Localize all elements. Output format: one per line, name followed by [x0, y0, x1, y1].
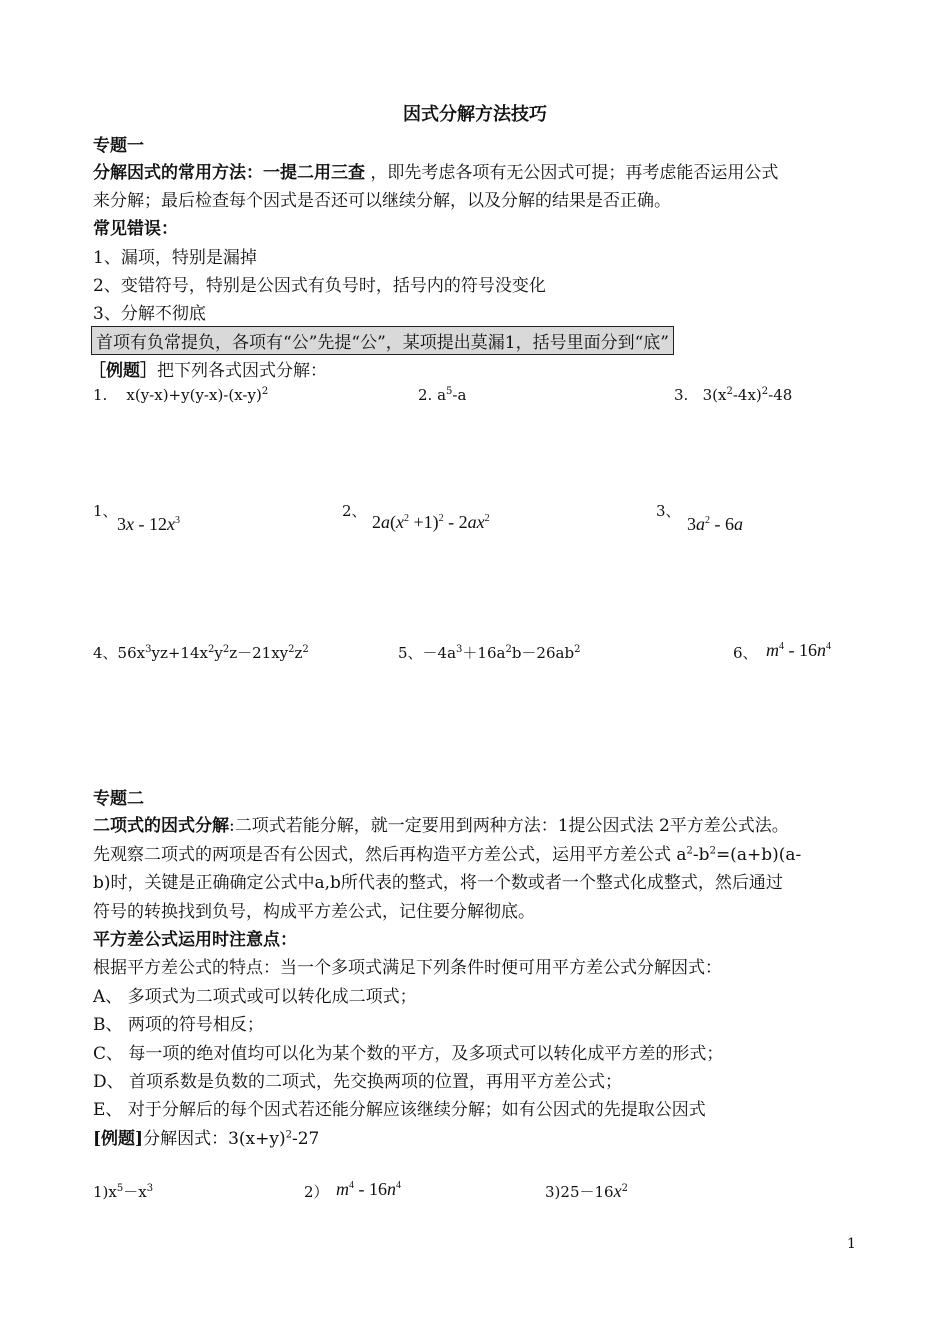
problem-4-term-d: z－21xy [229, 644, 289, 662]
problem-4-exp-3: 2 [222, 644, 230, 655]
binomial-label: 二项式的因式分解 [93, 816, 229, 836]
exercise-1-number: 1. [93, 386, 108, 404]
exercise-2-rest: -a [452, 386, 467, 404]
problem-4-exp-2: 2 [207, 644, 215, 655]
question-1-term-b: －x [123, 1183, 147, 1201]
problem-4-exp-1: 3 [145, 644, 152, 655]
method-label: 分解因式的常用方法：一提二用三查 [93, 163, 365, 183]
problem-5-term-b: ＋16a [462, 644, 506, 662]
method-paragraph-line-1 [93, 158, 778, 183]
section-2-example [93, 1124, 319, 1149]
problem-5-exp-3: 2 [574, 644, 581, 655]
exercise-3-number: 3. [674, 386, 689, 404]
problem-1-number: 1、 [93, 502, 118, 520]
problem-5-exp-2: 2 [505, 644, 512, 655]
example-line [89, 356, 327, 381]
problem-4 [93, 642, 309, 663]
problem-4-term-c: y [214, 644, 223, 662]
exercise-3-part-b: -4x) [732, 386, 762, 404]
method-text-1: ，即先考虑各项有无公因式可提；再考虑能否运用公式 [365, 163, 779, 183]
binomial-exp-1: 2 [686, 845, 693, 857]
question-3-variable: x [613, 1181, 622, 1201]
exercise-3 [674, 386, 792, 404]
exercise-1-exponent: 2 [261, 386, 269, 397]
problem-5-exp-1: 3 [456, 644, 463, 655]
problem-1-expression: $3x - 12x^3$ [117, 514, 180, 534]
question-1-exp-1: 5 [116, 1183, 124, 1194]
question-3 [545, 1181, 628, 1202]
question-3-term: 3)25－16 [545, 1183, 614, 1201]
method-paragraph-line-2: 来分解；最后检查每个因式是否还可以继续分解，以及分解的结果是否正确。 [93, 191, 671, 211]
question-2-expression: $m^4 - 16n^4$ [336, 1179, 401, 1199]
exercise-2-exponent: 5 [446, 386, 453, 397]
note-d: D、 首项系数是负数的二项式，先交换两项的位置，再用平方差公式； [93, 1072, 623, 1092]
question-1 [93, 1181, 153, 1202]
page-title: 因式分解方法技巧 [403, 104, 547, 125]
problem-4-term-a: 56x [117, 644, 146, 662]
notes-heading: 平方差公式运用时注意点： [93, 930, 297, 950]
binomial-text-2b: -b [692, 845, 710, 865]
exercise-3-exponent-1: 2 [726, 386, 733, 397]
binomial-exp-2: 2 [709, 845, 716, 857]
exercise-2 [418, 386, 466, 404]
binomial-text-1: :二项式若能分解，就一定要用到两种方法：1提公因式法 2平方差公式法。 [229, 816, 789, 836]
question-1-term-a: 1)x [93, 1183, 117, 1201]
notes-intro: 根据平方差公式的特点：当一个多项式满足下列条件时便可用平方差公式分解因式： [93, 958, 722, 978]
error-item-1: 1、漏项，特别是漏掉 [93, 248, 257, 268]
question-1-exp-2: 3 [146, 1183, 154, 1194]
problem-5 [398, 642, 580, 663]
problem-5-number: 5、 [398, 644, 423, 662]
exercise-3-part-c: -48 [768, 386, 793, 404]
note-e: E、 对于分解后的每个因式若还能分解应该继续分解；如有公因式的先提取公因式 [93, 1100, 706, 1120]
exercise-1 [93, 386, 268, 404]
problem-4-term-b: yz+14x [151, 644, 208, 662]
tip-box: 首项有负常提负，各项有“公”先提“公”，某项提出莫漏1，括号里面分到“底” [91, 326, 674, 355]
problem-4-exp-4: 2 [288, 644, 295, 655]
note-c: C、 每一项的绝对值均可以化为某个数的平方，及多项式可以转化成平方差的形式； [93, 1044, 724, 1064]
problem-6-expression: $m^4 - 16n^4$ [766, 640, 831, 660]
errors-heading: 常见错误： [93, 219, 178, 239]
note-b: B、 两项的符号相反； [93, 1015, 264, 1035]
binomial-paragraph-line-3: b)时，关键是正确确定公式中a,b所代表的整式，将一个数或者一个整式化成整式，然后通过 [93, 873, 783, 893]
question-2-number: 2） [304, 1183, 329, 1201]
exercise-3-exponent-2: 2 [761, 386, 769, 397]
exercise-3-part-a: 3(x [702, 386, 727, 404]
page-number: 1 [847, 1236, 856, 1252]
example-label: ［例题］ [89, 361, 157, 381]
problem-2-number: 2、 [342, 502, 367, 520]
binomial-text-2: 先观察二项式的两项是否有公因式，然后再构造平方差公式，运用平方差公式 a [93, 845, 687, 865]
exercise-1-expression: x(y-x)+y(y-x)-(x-y) [126, 386, 262, 404]
problem-5-term-c: b－26ab [511, 644, 575, 662]
section-2-example-text: 分解因式：3(x+y) [143, 1129, 286, 1149]
section-2-heading: 专题二 [93, 789, 144, 809]
note-a: A、 多项式为二项式或可以转化成二项式； [93, 987, 417, 1007]
question-3-exponent: 2 [621, 1183, 628, 1194]
section-2-example-exponent: 2 [285, 1129, 292, 1141]
problem-4-number: 4、 [93, 644, 118, 662]
binomial-paragraph-line-4: 符号的转换找到负号，构成平方差公式，记住要分解彻底。 [93, 902, 535, 922]
problem-4-exp-5: 2 [302, 644, 309, 655]
problem-4-term-e: z [294, 644, 303, 662]
error-item-3: 3、分解不彻底 [93, 304, 206, 324]
error-item-2: 2、变错符号，特别是公因式有负号时，括号内的符号没变化 [93, 276, 546, 296]
section-2-example-label: [例题] [93, 1129, 144, 1149]
problem-5-term-a: －4a [422, 644, 457, 662]
binomial-paragraph-line-2 [93, 840, 801, 865]
exercise-2-base: 2. a [418, 386, 447, 404]
binomial-paragraph-line-1 [93, 811, 789, 836]
problem-3-number: 3、 [656, 502, 681, 520]
example-text: 把下列各式因式分解： [157, 361, 327, 381]
problem-3-expression: $3a^2 - 6a$ [687, 514, 743, 534]
problem-2-expression: $2a(x^2 +1)^2 - 2ax^2$ [372, 512, 490, 532]
binomial-text-2c: =(a+b)(a- [715, 845, 802, 865]
section-2-example-rest: -27 [292, 1129, 320, 1149]
section-1-heading: 专题一 [93, 136, 144, 156]
problem-6-number: 6、 [733, 644, 758, 662]
